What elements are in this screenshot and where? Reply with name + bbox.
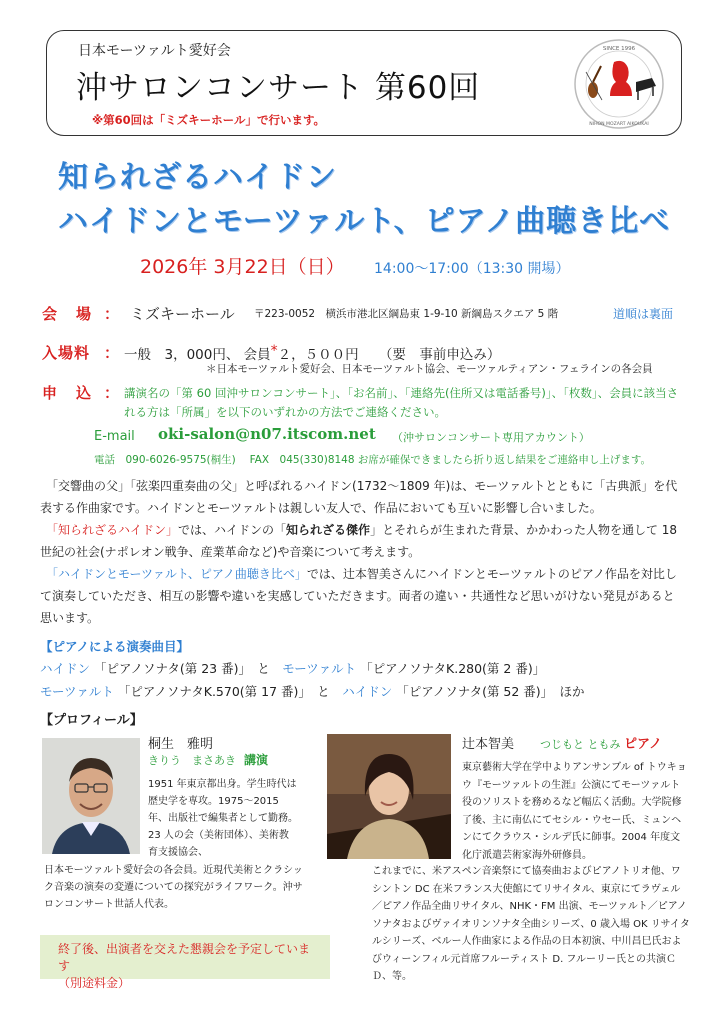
haydn-text-2: 」とそれらが生まれた背景、かかわった人物を通して 18 世紀の社会(ナポレオン戦争、産業革命など)や音楽について考えます。 <box>40 523 678 559</box>
piano-icon <box>636 78 656 100</box>
party-notice-line-1: 終了後、出演者を交えた懇親会を予定しています <box>58 942 311 973</box>
email-address-link[interactable]: oki-salon@n07.itscom.net <box>158 425 376 443</box>
speaker-bio-1: 1951 年東京都出身。学生時代は歴史学を専攻。1975～2015 年、出版社で編集者として勤務。23 人の会（美術団体）、美術教育支援協会、 <box>148 779 298 858</box>
logo-name-text: NIHON MOZART AIKOUKAI <box>589 122 649 127</box>
fee-note-text: ＊日本モーツァルト愛好会、日本モーツァルト協会、モーツァルティアン・フェラインの各会員 <box>206 363 653 375</box>
composer-mozart: モーツァルト <box>40 684 114 699</box>
fee-text <box>124 343 500 363</box>
speaker-photo <box>42 738 140 854</box>
fee-colon: ： <box>104 344 120 362</box>
speaker-role: 講演 <box>244 753 269 767</box>
pianist-bio-1: 東京藝術大学在学中よりアンサンブル of トウキョウ『モーツァルトの生涯』公演にてモーツァルト役のソリストを務めるなど幅広く活動。大学院修了後、主に南仏にてセシル・ウセー氏、ミュンヘンにてクラウス・シルデ氏に師事。2004 年度文化庁派遣芸術家海外研修員。 <box>462 762 687 861</box>
intro-paragraph-text: 「交響曲の父」「弦楽四重奏曲の父」と呼ばれるハイドン(1732～1809 年)は、モーツァルトとともに「古典派」を代表する作曲家です。ハイドンとモーツァルトは親しい友人で、作品においても互いに影響し合いました。 <box>40 479 678 515</box>
headline-line-2a: ハイドンとモーツァルト、 <box>58 204 425 239</box>
speaker-name: 桐生 雅明 <box>148 737 214 752</box>
comparison-title-ref: 「ハイドンとモーツァルト、ピアノ曲聴き比べ」 <box>52 567 307 581</box>
event-date: 2026年 3月22日（日） <box>140 256 345 278</box>
speaker-bio-2: 日本モーツァルト愛好会の各会員。近現代美術とクラシック音楽の演奏の変遷についての探究がライフワーク。沖サロンコンサート世話人代表。 <box>44 865 303 910</box>
haydn-text-1: では、ハイドンの「 <box>178 523 287 537</box>
program-etc: ほか <box>559 684 585 699</box>
comparison-text: では、辻本智美さんにハイドンとモーツァルトのピアノ作品を対比して演奏していただき、相互の影響や違いを実感していただきます。両者の違い・共通性など思いがけない発見があると思います。 <box>40 567 677 625</box>
program-line-2 <box>40 682 584 700</box>
email-label: E-mail <box>94 429 135 444</box>
pianist-name-kana: つじもと ともみ <box>540 738 621 751</box>
haydn-title-ref: 「知られざるハイドン」 <box>52 523 179 537</box>
party-notice <box>40 935 330 990</box>
venue-label: 会 場 <box>42 305 94 323</box>
program-and: と <box>317 684 330 699</box>
headline-line-2 <box>58 196 670 240</box>
program-and: と <box>257 661 270 676</box>
event-time: 14:00～17:00（13:30 開場） <box>374 261 570 277</box>
venue-route-note: 道順は裏面 <box>613 307 674 321</box>
fee-note <box>206 361 653 376</box>
pianist-role: ピアノ <box>624 737 662 752</box>
headline-line-2b: ピアノ曲聴き比べ <box>424 204 671 239</box>
apply-label: 申 込 <box>42 384 94 402</box>
fee-general: 一般 3，000円、 会員 <box>124 347 271 363</box>
hall-note: ※第60回は「ミズキーホール」で行います。 <box>92 113 326 127</box>
organizer-name: 日本モーツァルト愛好会 <box>78 43 231 59</box>
fee-member: ２，５００円 （要 事前申込み） <box>277 347 501 363</box>
headline-line-1: 知られざるハイドン <box>58 160 337 195</box>
speaker-name-kana: きりう まさあき <box>148 754 236 767</box>
venue-name: ミズキーホール <box>130 305 235 323</box>
program-heading: 【ピアノによる演奏曲目】 <box>40 639 190 654</box>
apply-instructions: 講演名の「第 60 回沖サロンコンサート」、「お名前」、「連絡先(住所又は電話番号)」、「枚数」、会員に該当される方は「所属」を以下のいずれかの方法でご連絡ください。 <box>124 386 679 419</box>
fee-star: * <box>270 343 278 359</box>
composer-haydn: ハイドン <box>40 661 91 676</box>
venue-colon: ： <box>104 305 120 323</box>
piece-3: 「ピアノソナタK.570(第 17 番)」 <box>117 684 305 699</box>
intro-paragraph <box>40 475 680 519</box>
composer-haydn: ハイドン <box>342 684 393 699</box>
society-logo <box>566 36 672 132</box>
pianist-photo <box>327 734 451 859</box>
pianist-name: 辻本智美 <box>462 737 515 752</box>
profile-heading: 【プロフィール】 <box>40 713 143 728</box>
venue-address: 〒223-0052 横浜市港北区綱島東 1-9-10 新綱島スクエア 5 階 <box>254 308 559 320</box>
fee-label: 入場料 <box>42 344 91 362</box>
logo-since-text: SINCE 1996 <box>602 46 636 52</box>
piece-1: 「ピアノソナタ(第 23 番)」 <box>94 661 245 676</box>
email-note: （沖サロンコンサート専用アカウント） <box>392 431 590 444</box>
concert-title: 沖サロンコンサート 第60回 <box>76 70 481 106</box>
haydn-unknown-works: 知られざる傑作 <box>286 523 371 537</box>
comparison-paragraph <box>40 563 680 629</box>
composer-mozart: モーツァルト <box>282 661 357 676</box>
piece-2: 「ピアノソナタK.280(第 2 番)」 <box>360 661 546 676</box>
program-line-1 <box>40 659 545 677</box>
party-notice-line-2: （別途料金） <box>58 976 131 990</box>
haydn-paragraph <box>40 519 680 563</box>
phone-fax-line: 電話 090-6026-9575(桐生) FAX 045(330)8148 お席が確保できましたら折り返し結果をご連絡申し上げます。 <box>94 454 652 466</box>
apply-colon: ： <box>104 384 120 402</box>
piece-4: 「ピアノソナタ(第 52 番)」 <box>396 684 547 699</box>
pianist-bio-2: これまでに、米アスペン音楽祭にて協奏曲およびピアノトリオ他、ワシントン DC 在米フランス大使館にてリサイタル、東京にてラヴェル／ピアノ作品全曲リサイタル、NHK・FM 出演、モーツァルト／ピアノソナタおよびヴァイオリンソナタ全曲シリーズ、0 歳入場 OK リサイタルシリーズ、ベルー人作曲家による作品の日本初演、中川昌巳氏およびウィーンフィル元首席フルーティスト D. フルーリー氏との共演ＣＤ、等。 <box>372 866 690 982</box>
